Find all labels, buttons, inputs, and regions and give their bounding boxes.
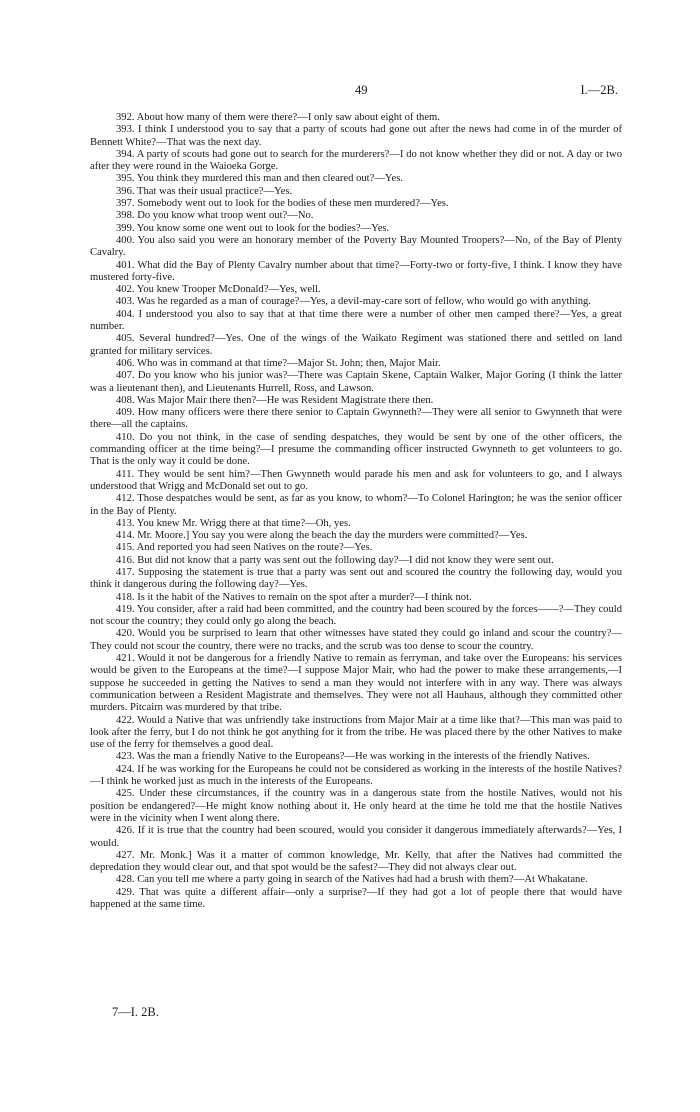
question-395: 395. You think they murdered this man and then cleared out?—Yes. (116, 173, 403, 185)
question-426: 426. If it is true that the country had been scoured, would you consider it dangerous immediately afterwards?—Yes, I would. (90, 825, 622, 849)
question-392: 392. About how many of them were there?—I only saw about eight of them. (116, 112, 440, 123)
question-413: 413. You knew Mr. Wrigg there at that time?—Oh, yes. (116, 517, 351, 529)
question-396: 396. That was their usual practice?—Yes. (116, 185, 293, 197)
question-428: 428. Can you tell me where a party going in search of the Natives had had a brush with them?—At Whakatane. (116, 874, 588, 886)
question-411: 411. They would be sent him?—Then Gwynneth would parade his men and ask for volunteers to go, and I always understood that Wrigg and McDonald set out to go. (90, 468, 622, 492)
question-393: 393. I think I understood you to say that a party of scouts had gone out after the news had come in of the murder of Bennett White?—That was the next day. (90, 124, 622, 148)
question-408: 408. Was Major Mair there then?—He was Resident Magistrate there then. (116, 394, 434, 406)
question-422: 422. Would a Native that was unfriendly take instructions from Major Mair at a time like that?—This man was paid to look after the ferry, but I do not think he got anything for it from the tribe. He was placed there by the other Natives to make use of the ferry for themselves a good deal. (90, 714, 622, 751)
minutes-of-evidence (90, 112, 622, 911)
question-418: 418. Is it the habit of the Natives to remain on the spot after a murder?—I think not. (116, 591, 472, 603)
question-423: 423. Was the man a friendly Native to the Europeans?—He was working in the interests of the friendly Natives. (116, 751, 590, 763)
question-417: 417. Supposing the statement is true that a party was sent out and scoured the country the following day, would you think it dangerous during the following day?—Yes. (90, 566, 622, 591)
question-401: 401. What did the Bay of Plenty Cavalry number about that time?—Forty-two or forty-five, I think. I know they have mustered forty-five. (90, 259, 622, 283)
question-412: 412. Those despatches would be sent, as far as you know, to whom?—To Colonel Harington; he was the senior officer in the Bay of Plenty. (90, 493, 622, 517)
question-416: 416. But did not know that a party was sent out the following day?—I did not know they were sent out. (116, 554, 554, 566)
question-394: 394. A party of scouts had gone out to search for the murderers?—I do not know whether they did or not. A day or two after they were round in the Waioeka Gorge. (90, 148, 622, 173)
question-398: 398. Do you know what troop went out?—No. (116, 210, 314, 222)
question-410: 410. Do you not think, in the case of sending despatches, they would be sent by one of the other officers, the commanding officer at the time being?—I presume the commanding officer instructed Gwynneth to get volunteers to go. That is the only way it could be done. (90, 431, 622, 468)
question-415: 415. And reported you had seen Natives on the route?—Yes. (116, 542, 373, 554)
question-420: 420. Would you be surprised to learn that other witnesses have stated they could go inland and scour the country?—They could not scour the country, there were no tracks, and the scrub was too dense to scour the country. (90, 628, 622, 652)
question-404: 404. I understood you also to say that at that time there were a number of other men camped there?—Yes, a great number. (90, 308, 622, 333)
question-425: 425. Under these circumstances, if the country was in a dangerous state from the hostile Natives, would not his position be endangered?—He might know nothing about it. He only heard at the time he told me that the hostile Natives were in the vicinity when I went along there. (90, 788, 622, 824)
question-409: 409. How many officers were there there senior to Captain Gwynneth?—They were all senior to Gwynneth that were there—all the captains. (90, 407, 622, 431)
signature-mark: 7—I. 2B. (112, 1005, 159, 1019)
question-405: 405. Several hundred?—Yes. One of the wings of the Waikato Regiment was stationed there and settled on land granted for military services. (90, 333, 622, 357)
page-header (0, 84, 700, 100)
question-427: 427. Mr. Monk.] Was it a matter of common knowledge, Mr. Kelly, that after the Natives had committed the depredation they would clear out, and that spot would be the safest?—They did not always clear out. (90, 849, 622, 874)
question-397: 397. Somebody went out to look for the bodies of these men murdered?—Yes. (116, 198, 449, 210)
question-399: 399. You know some one went out to look for the bodies?—Yes. (116, 222, 390, 234)
page-number: 49 (355, 83, 368, 97)
question-407: 407. Do you know who his junior was?—There was Captain Skene, Captain Walker, Major Goring (I think the latter was a lieutenant then), and Lieutenants Hurrell, Ross, and Lawson. (90, 370, 622, 394)
question-403: 403. Was he regarded as a man of courage?—Yes, a devil-may-care sort of fellow, who would go with anything. (116, 296, 591, 308)
question-402: 402. You knew Trooper McDonald?—Yes, well. (116, 284, 321, 296)
question-406: 406. Who was in command at that time?—Major St. John; then, Major Mair. (116, 357, 441, 369)
question-419: 419. You consider, after a raid had been committed, and the country had been scoured by the forces——?—They could not scour the country; they could only go along the beach. (90, 603, 622, 628)
document-reference: I.—2B. (580, 83, 618, 97)
question-400: 400. You also said you were an honorary member of the Poverty Bay Mounted Troopers?—No, of the Bay of Plenty Cavalry. (90, 234, 622, 259)
question-429: 429. That was quite a different affair—only a surprise?—If they had got a lot of people there that would have happened at the same time. (90, 886, 622, 910)
question-424: 424. If he was working for the Europeans he could not be considered as working in the interests of the hostile Natives?—I think he worked just as much in the interests of the Europeans. (90, 763, 622, 788)
question-421: 421. Would it not be dangerous for a friendly Native to remain as ferryman, and take over the Europeans: his services would be given to the Europeans at the time?—I suppose Major Mair, who had the power to make these arrangements,—I suppose he succeeded in getting the Natives to send a man they would not interfere with in any way. There was always communication between a Resident Magistrate and themselves. They were not all Hauhaus, although they committed other murders. Pitcairn was murdered by that tribe. (90, 653, 622, 714)
question-414: 414. Mr. Moore.] You say you were along the beach the day the murders were committed?—Yes. (116, 530, 528, 542)
